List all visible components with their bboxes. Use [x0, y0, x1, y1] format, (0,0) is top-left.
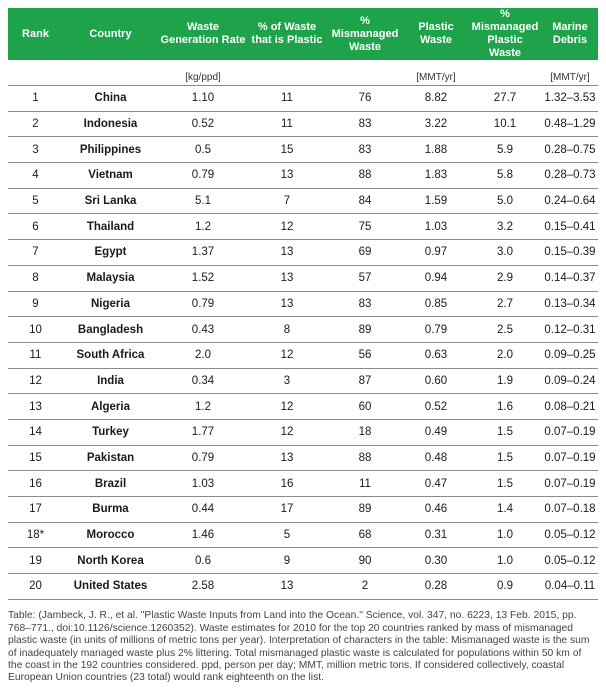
percent-plastic-cell: 13: [248, 291, 326, 317]
waste-rate-cell: 2.0: [158, 342, 248, 368]
percent-mismanaged-plastic-cell: 1.5: [468, 445, 542, 471]
unit-cell: [MMT/yr]: [542, 60, 598, 86]
rank-cell: 9: [8, 291, 63, 317]
plastic-waste-cell: 1.59: [404, 188, 468, 214]
table-row: [8, 86, 598, 112]
plastic-waste-cell: 0.94: [404, 265, 468, 291]
waste-rate-cell: 0.79: [158, 445, 248, 471]
plastic-waste-cell: 0.30: [404, 548, 468, 574]
percent-mismanaged-plastic-cell: 5.8: [468, 163, 542, 189]
table-row: [8, 111, 598, 137]
marine-debris-cell: 0.28–0.75: [542, 137, 598, 163]
units-row: [8, 60, 598, 86]
percent-mismanaged-plastic-cell: 1.5: [468, 471, 542, 497]
waste-rate-cell: 1.77: [158, 419, 248, 445]
percent-mismanaged-plastic-cell: 5.9: [468, 137, 542, 163]
country-cell: Sri Lanka: [63, 188, 158, 214]
plastic-waste-cell: 1.03: [404, 214, 468, 240]
percent-plastic-cell: 12: [248, 214, 326, 240]
marine-debris-cell: 0.24–0.64: [542, 188, 598, 214]
plastic-waste-cell: 0.63: [404, 342, 468, 368]
rank-cell: 3: [8, 137, 63, 163]
table-row: [8, 548, 598, 574]
header-waste-generation-rate: Waste Generation Rate: [158, 8, 248, 60]
rank-cell: 1: [8, 86, 63, 112]
marine-debris-cell: 0.09–0.25: [542, 342, 598, 368]
table-row: [8, 137, 598, 163]
percent-plastic-cell: 8: [248, 317, 326, 343]
percent-mismanaged-plastic-cell: 0.9: [468, 574, 542, 600]
waste-rate-cell: 2.58: [158, 574, 248, 600]
percent-plastic-cell: 13: [248, 163, 326, 189]
marine-debris-cell: 0.28–0.73: [542, 163, 598, 189]
percent-plastic-cell: 12: [248, 394, 326, 420]
unit-cell: [468, 60, 542, 86]
percent-mismanaged-plastic-cell: 1.0: [468, 548, 542, 574]
waste-rate-cell: 1.2: [158, 214, 248, 240]
rank-cell: 17: [8, 497, 63, 523]
plastic-waste-cell: 0.79: [404, 317, 468, 343]
marine-debris-cell: 0.14–0.37: [542, 265, 598, 291]
marine-debris-cell: 0.15–0.41: [542, 214, 598, 240]
rank-cell: 16: [8, 471, 63, 497]
header-row: [8, 8, 598, 60]
unit-cell: [8, 60, 63, 86]
country-cell: Burma: [63, 497, 158, 523]
rank-cell: 4: [8, 163, 63, 189]
rank-cell: 12: [8, 368, 63, 394]
rank-cell: 18*: [8, 522, 63, 548]
marine-debris-cell: 0.09–0.24: [542, 368, 598, 394]
percent-plastic-cell: 16: [248, 471, 326, 497]
percent-mismanaged-cell: 60: [326, 394, 404, 420]
plastic-waste-cell: 8.82: [404, 86, 468, 112]
waste-rate-cell: 1.10: [158, 86, 248, 112]
table-row: [8, 188, 598, 214]
percent-mismanaged-cell: 56: [326, 342, 404, 368]
marine-debris-cell: 1.32–3.53: [542, 86, 598, 112]
header-percent-mismanaged-waste: % Mismanaged Waste: [326, 8, 404, 60]
table-body: [8, 60, 598, 599]
table-row: [8, 265, 598, 291]
waste-rate-cell: 0.6: [158, 548, 248, 574]
percent-mismanaged-cell: 11: [326, 471, 404, 497]
waste-rate-cell: 1.52: [158, 265, 248, 291]
table-row: [8, 419, 598, 445]
percent-mismanaged-plastic-cell: 5.0: [468, 188, 542, 214]
percent-mismanaged-plastic-cell: 1.0: [468, 522, 542, 548]
rank-cell: 11: [8, 342, 63, 368]
percent-plastic-cell: 9: [248, 548, 326, 574]
marine-debris-cell: 0.04–0.11: [542, 574, 598, 600]
percent-mismanaged-cell: 84: [326, 188, 404, 214]
percent-plastic-cell: 12: [248, 342, 326, 368]
percent-plastic-cell: 12: [248, 419, 326, 445]
header-marine-debris: Marine Debris: [542, 8, 598, 60]
table-row: [8, 240, 598, 266]
percent-mismanaged-plastic-cell: 1.6: [468, 394, 542, 420]
plastic-waste-cell: 1.88: [404, 137, 468, 163]
waste-rate-cell: 0.52: [158, 111, 248, 137]
table-row: [8, 317, 598, 343]
percent-mismanaged-plastic-cell: 2.5: [468, 317, 542, 343]
country-cell: North Korea: [63, 548, 158, 574]
waste-rate-cell: 0.34: [158, 368, 248, 394]
header-percent-mismanaged-plastic: % Mismanaged Plastic Waste: [468, 8, 542, 60]
country-cell: Turkey: [63, 419, 158, 445]
country-cell: Malaysia: [63, 265, 158, 291]
rank-cell: 5: [8, 188, 63, 214]
plastic-waste-cell: 0.28: [404, 574, 468, 600]
percent-mismanaged-plastic-cell: 10.1: [468, 111, 542, 137]
percent-mismanaged-cell: 88: [326, 445, 404, 471]
plastic-waste-cell: 0.85: [404, 291, 468, 317]
header-percent-plastic: % of Waste that is Plastic: [248, 8, 326, 60]
percent-mismanaged-cell: 87: [326, 368, 404, 394]
marine-debris-cell: 0.08–0.21: [542, 394, 598, 420]
marine-debris-cell: 0.05–0.12: [542, 548, 598, 574]
plastic-waste-cell: 3.22: [404, 111, 468, 137]
country-cell: United States: [63, 574, 158, 600]
country-cell: Nigeria: [63, 291, 158, 317]
plastic-waste-cell: 0.60: [404, 368, 468, 394]
percent-mismanaged-plastic-cell: 3.0: [468, 240, 542, 266]
percent-mismanaged-cell: 83: [326, 291, 404, 317]
unit-cell: [326, 60, 404, 86]
plastic-waste-cell: 0.31: [404, 522, 468, 548]
percent-mismanaged-cell: 89: [326, 497, 404, 523]
rank-cell: 7: [8, 240, 63, 266]
percent-mismanaged-cell: 89: [326, 317, 404, 343]
waste-rate-cell: 1.2: [158, 394, 248, 420]
country-cell: Bangladesh: [63, 317, 158, 343]
percent-mismanaged-cell: 90: [326, 548, 404, 574]
waste-rate-cell: 1.03: [158, 471, 248, 497]
marine-debris-cell: 0.07–0.19: [542, 419, 598, 445]
marine-debris-cell: 0.07–0.18: [542, 497, 598, 523]
percent-mismanaged-cell: 69: [326, 240, 404, 266]
unit-cell: [MMT/yr]: [404, 60, 468, 86]
plastic-waste-cell: 0.49: [404, 419, 468, 445]
unit-cell: [kg/ppd]: [158, 60, 248, 86]
table-row: [8, 163, 598, 189]
table-row: [8, 445, 598, 471]
percent-plastic-cell: 17: [248, 497, 326, 523]
marine-debris-cell: 0.07–0.19: [542, 471, 598, 497]
percent-plastic-cell: 13: [248, 445, 326, 471]
percent-mismanaged-cell: 68: [326, 522, 404, 548]
marine-debris-cell: 0.07–0.19: [542, 445, 598, 471]
header-plastic-waste: Plastic Waste: [404, 8, 468, 60]
rank-cell: 19: [8, 548, 63, 574]
header-rank: Rank: [8, 8, 63, 60]
waste-rate-cell: 1.37: [158, 240, 248, 266]
plastic-waste-cell: 0.48: [404, 445, 468, 471]
country-cell: Indonesia: [63, 111, 158, 137]
table-row: [8, 522, 598, 548]
country-cell: Pakistan: [63, 445, 158, 471]
percent-mismanaged-cell: 76: [326, 86, 404, 112]
table-row: [8, 394, 598, 420]
percent-mismanaged-plastic-cell: 2.0: [468, 342, 542, 368]
country-cell: China: [63, 86, 158, 112]
plastic-waste-cell: 0.97: [404, 240, 468, 266]
country-cell: Thailand: [63, 214, 158, 240]
table-row: [8, 342, 598, 368]
waste-rate-cell: 0.44: [158, 497, 248, 523]
rank-cell: 2: [8, 111, 63, 137]
rank-cell: 14: [8, 419, 63, 445]
table-row: [8, 214, 598, 240]
percent-mismanaged-plastic-cell: 1.4: [468, 497, 542, 523]
plastic-waste-cell: 1.83: [404, 163, 468, 189]
rank-cell: 13: [8, 394, 63, 420]
percent-mismanaged-plastic-cell: 2.9: [468, 265, 542, 291]
waste-rate-cell: 0.79: [158, 163, 248, 189]
percent-mismanaged-plastic-cell: 1.5: [468, 419, 542, 445]
percent-mismanaged-cell: 88: [326, 163, 404, 189]
percent-plastic-cell: 13: [248, 265, 326, 291]
rank-cell: 10: [8, 317, 63, 343]
country-cell: Brazil: [63, 471, 158, 497]
plastic-waste-cell: 0.46: [404, 497, 468, 523]
waste-rate-cell: 5.1: [158, 188, 248, 214]
percent-plastic-cell: 3: [248, 368, 326, 394]
percent-plastic-cell: 15: [248, 137, 326, 163]
country-cell: Vietnam: [63, 163, 158, 189]
rank-cell: 6: [8, 214, 63, 240]
country-cell: Algeria: [63, 394, 158, 420]
table-row: [8, 368, 598, 394]
plastic-waste-cell: 0.52: [404, 394, 468, 420]
percent-mismanaged-plastic-cell: 3.2: [468, 214, 542, 240]
marine-debris-cell: 0.13–0.34: [542, 291, 598, 317]
percent-mismanaged-cell: 18: [326, 419, 404, 445]
waste-rate-cell: 0.79: [158, 291, 248, 317]
percent-mismanaged-cell: 83: [326, 137, 404, 163]
percent-mismanaged-plastic-cell: 1.9: [468, 368, 542, 394]
table-row: [8, 497, 598, 523]
rank-cell: 20: [8, 574, 63, 600]
table-row: [8, 291, 598, 317]
rank-cell: 15: [8, 445, 63, 471]
table-row: [8, 574, 598, 600]
percent-mismanaged-cell: 75: [326, 214, 404, 240]
percent-mismanaged-cell: 2: [326, 574, 404, 600]
waste-rate-cell: 0.43: [158, 317, 248, 343]
marine-debris-cell: 0.05–0.12: [542, 522, 598, 548]
percent-mismanaged-cell: 83: [326, 111, 404, 137]
percent-plastic-cell: 11: [248, 86, 326, 112]
percent-mismanaged-cell: 57: [326, 265, 404, 291]
marine-debris-cell: 0.15–0.39: [542, 240, 598, 266]
unit-cell: [63, 60, 158, 86]
country-cell: Philippines: [63, 137, 158, 163]
waste-table-container: [8, 8, 598, 600]
country-cell: South Africa: [63, 342, 158, 368]
header-country: Country: [63, 8, 158, 60]
percent-mismanaged-plastic-cell: 2.7: [468, 291, 542, 317]
percent-mismanaged-plastic-cell: 27.7: [468, 86, 542, 112]
marine-debris-cell: 0.12–0.31: [542, 317, 598, 343]
rank-cell: 8: [8, 265, 63, 291]
plastic-waste-cell: 0.47: [404, 471, 468, 497]
percent-plastic-cell: 7: [248, 188, 326, 214]
percent-plastic-cell: 11: [248, 111, 326, 137]
table-row: [8, 471, 598, 497]
marine-debris-cell: 0.48–1.29: [542, 111, 598, 137]
percent-plastic-cell: 5: [248, 522, 326, 548]
percent-plastic-cell: 13: [248, 574, 326, 600]
country-cell: Egypt: [63, 240, 158, 266]
table-caption: Table: (Jambeck, J. R., et al. "Plastic Waste Inputs from Land into the Ocean." Science, vol. 347, no. 6223, 13 Feb. 2015, pp. 768–771., doi:10.1126/science.1260352). Waste estimates for 2010 for the top 20 countries ranked by mass of mismanaged plastic waste (in units of millions of metric tons per year). Interpretation of characters in the table: Mismanaged waste is the sum of inadequately managed waste plus 2% littering. Total mismanaged plastic waste is calculated for populations within 50 km of the coast in the 192 countries considered. ppd, person per day; MMT, million metric tons. If considered collectively, coastal European Union countries (23 total) would rank eighteenth on the list.: [8, 610, 590, 684]
percent-plastic-cell: 13: [248, 240, 326, 266]
waste-rate-cell: 0.5: [158, 137, 248, 163]
country-cell: Morocco: [63, 522, 158, 548]
waste-rate-cell: 1.46: [158, 522, 248, 548]
country-cell: India: [63, 368, 158, 394]
unit-cell: [248, 60, 326, 86]
waste-table: [8, 8, 598, 600]
